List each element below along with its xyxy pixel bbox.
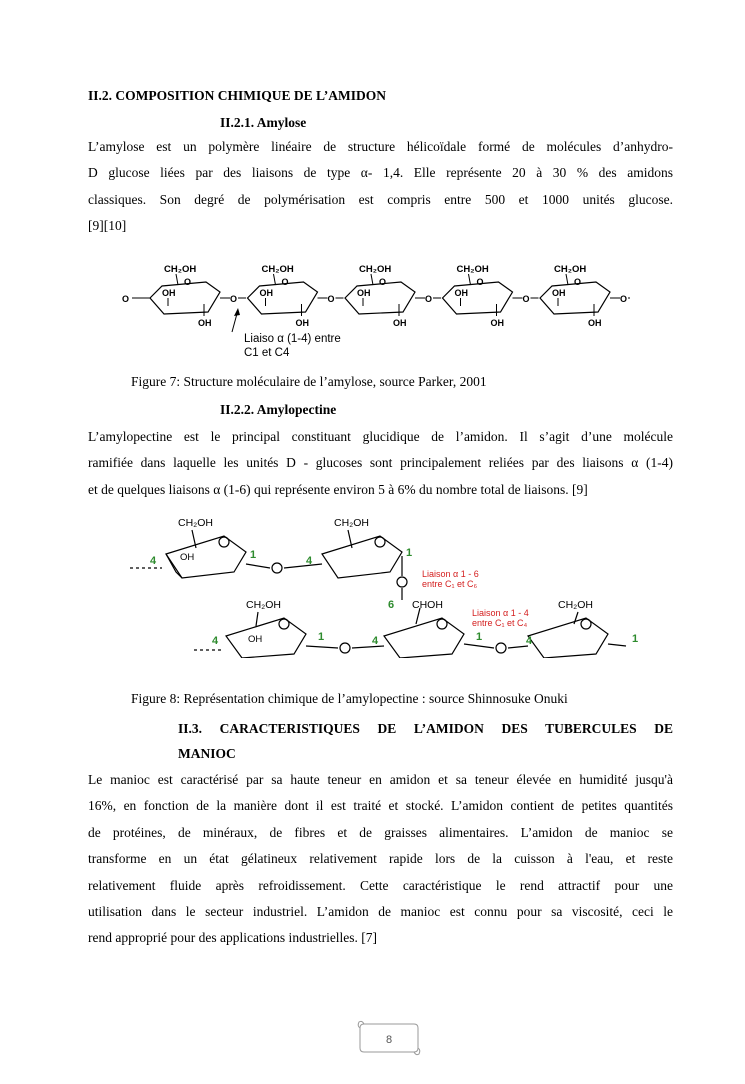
oh-label: OH <box>248 634 263 645</box>
amylopectine-heading: II.2.2. Amylopectine <box>220 402 337 417</box>
bond <box>246 564 270 568</box>
oh-label: OH <box>588 318 602 328</box>
amylose-annotation-line2: C1 et C4 <box>244 347 290 359</box>
bond <box>176 274 178 285</box>
paragraph-line: de protéines, de minéraux, de fibres et de graisses alimentaires. L’amidon de manioc se <box>88 824 673 840</box>
link-oxygen-label: O <box>327 294 335 304</box>
link-oxygen-label: O <box>425 294 433 304</box>
heading-line: MANIOC <box>178 746 236 761</box>
oh-label: OH <box>180 552 195 563</box>
carbon-number: 1 <box>632 633 639 645</box>
paragraph-line: L’amylose est un polymère linéaire de structure hélicoïdale formé de molécules d’anhydro- <box>88 139 673 154</box>
oh-label: OH <box>357 288 371 298</box>
link-oxygen <box>496 643 506 653</box>
oh-label: OH <box>162 288 176 298</box>
carbon-number: 1 <box>250 549 257 561</box>
oh-label: OH <box>393 318 407 328</box>
ring-oxygen-label: O <box>476 277 484 287</box>
choh-label: CHOH <box>412 599 443 611</box>
link-oxygen-label: O <box>230 294 238 304</box>
ch2oh-label: CH₂OH <box>261 264 294 275</box>
chain-start-oxygen: O <box>122 294 130 304</box>
glucose-ring <box>166 536 246 578</box>
figure-8-caption: Figure 8: Représentation chimique de l’amylopectine : source Shinnosuke Onuki <box>131 691 568 706</box>
caracteristiques-heading <box>178 716 673 766</box>
heading-line: II.3. CARACTERISTIQUES DE L’AMIDON DES TUBERCULES DE <box>178 721 673 736</box>
paragraph-line: utilisation dans le secteur industriel. L’amidon de manioc est connu pour sa viscosité, ceci le <box>88 903 673 919</box>
amylose-structure-figure <box>120 258 630 362</box>
caracteristiques-paragraph <box>88 767 673 952</box>
oh-label: OH <box>259 288 273 298</box>
liaison-14-label-line1: Liaison α 1 - 4 <box>472 608 529 618</box>
bond <box>608 644 626 646</box>
glucose-ring <box>528 618 608 658</box>
paragraph-line: relativement fluide après refroidissement. Cette caractéristique le rend attractif pour une <box>88 877 673 893</box>
ring-oxygen-label: O <box>379 277 387 287</box>
glucose-ring <box>384 618 464 658</box>
amylose-paragraph <box>88 134 673 240</box>
oh-label: OH <box>198 318 212 328</box>
ch2oh-label: CH₂OH <box>164 264 197 275</box>
paragraph-line: classiques. Son degré de polymérisation est compris entre 500 et 1000 unités glucose. <box>88 191 673 207</box>
carbon-number: 6 <box>388 599 395 611</box>
oh-label: OH <box>552 288 566 298</box>
liaison-16-label-line1: Liaison α 1 - 6 <box>422 569 479 579</box>
glucose-ring <box>226 618 306 658</box>
ch2oh-label: CH₂OH <box>334 517 369 529</box>
amylopectine-paragraph <box>88 424 673 503</box>
paragraph-line: ramifiée dans laquelle les unités D - glucoses sont principalement reliées par des liaisons α (1-4) <box>88 455 673 471</box>
figure-7-caption: Figure 7: Structure moléculaire de l’amylose, source Parker, 2001 <box>131 374 487 389</box>
oh-label: OH <box>295 318 309 328</box>
ring-oxygen-label: O <box>281 277 289 287</box>
carbon-number: 4 <box>372 635 379 647</box>
bond <box>371 274 373 285</box>
link-oxygen <box>340 643 350 653</box>
bond <box>306 646 338 648</box>
ring-oxygen <box>375 537 385 547</box>
oh-label: OH <box>454 288 468 298</box>
paragraph-line: rend approprié pour des applications industrielles. [7] <box>88 930 378 946</box>
ring-oxygen-label: O <box>574 277 582 287</box>
bond <box>352 646 384 648</box>
paragraph-line: Le manioc est caractérisé par sa haute teneur en amidon et sa teneur élevée en humidité jusqu'à <box>88 772 673 787</box>
amylose-heading: II.2.1. Amylose <box>220 115 307 130</box>
ring-oxygen <box>437 619 447 629</box>
carbon-number: 4 <box>212 635 219 647</box>
ch2oh-label: CH₂OH <box>178 517 213 529</box>
annotation-arrow-head <box>234 308 240 316</box>
paragraph-line: [9][10] <box>88 218 127 234</box>
bond <box>256 612 258 626</box>
ch2oh-label: CH₂OH <box>246 599 281 611</box>
carbon-number: 4 <box>526 635 533 647</box>
glucose-ring <box>322 536 402 578</box>
bond <box>574 612 578 624</box>
bond <box>566 274 568 285</box>
glucose-units <box>122 264 630 328</box>
bond <box>469 274 471 285</box>
amylose-annotation-line1: Liaiso α (1-4) entre <box>244 333 341 345</box>
ring-oxygen <box>581 619 591 629</box>
ch2oh-label: CH₂OH <box>456 264 489 275</box>
paragraph-line: L’amylopectine est le principal constituant glucidique de l’amidon. Il s’agit d’une molécule <box>88 429 673 444</box>
amylopectine-structure-figure <box>126 512 650 658</box>
section-heading: II.2. COMPOSITION CHIMIQUE DE L’AMIDON <box>88 88 387 103</box>
paragraph-line: et de quelques liaisons α (1-6) qui représente environ 5 à 6% du nombre total de liaisons. [9] <box>88 481 588 497</box>
paragraph-line: 16%, en fonction de la manière dont il est traité et stocké. L’amidon contient de petites quantités <box>88 798 673 814</box>
carbon-number: 1 <box>476 631 483 643</box>
bond <box>464 644 494 648</box>
bond <box>284 564 322 568</box>
paragraph-line: D glucose liées par des liaisons de type α- 1,4. Elle représente 20 à 30 % des amidons <box>88 165 673 181</box>
paragraph-line: transforme en un état gélatineux relativement rapide lors de la cuisson à l'eau, et reste <box>88 851 673 867</box>
ring-oxygen <box>279 619 289 629</box>
link-oxygen <box>272 563 282 573</box>
ch2oh-label: CH₂OH <box>554 264 587 275</box>
page-number-scroll <box>356 1018 422 1058</box>
link-oxygen-label: O <box>620 294 628 304</box>
page-number: 8 <box>385 1034 393 1046</box>
oh-label: OH <box>490 318 504 328</box>
carbon-number: 4 <box>306 555 313 567</box>
carbon-number: 1 <box>406 547 413 559</box>
liaison-14-label-line2: entre C₁ et C₄ <box>472 618 528 628</box>
ch2oh-label: CH₂OH <box>359 264 392 275</box>
carbon-number: 4 <box>150 555 157 567</box>
ring-oxygen <box>219 537 229 547</box>
bond <box>508 646 528 648</box>
liaison-16-label-line2: entre C₁ et C₆ <box>422 579 478 589</box>
ch2oh-label: CH₂OH <box>558 599 593 611</box>
bond <box>274 274 276 285</box>
ring-oxygen-label: O <box>184 277 192 287</box>
link-oxygen <box>397 577 407 587</box>
carbon-number: 1 <box>318 631 325 643</box>
link-oxygen-label: O <box>522 294 530 304</box>
